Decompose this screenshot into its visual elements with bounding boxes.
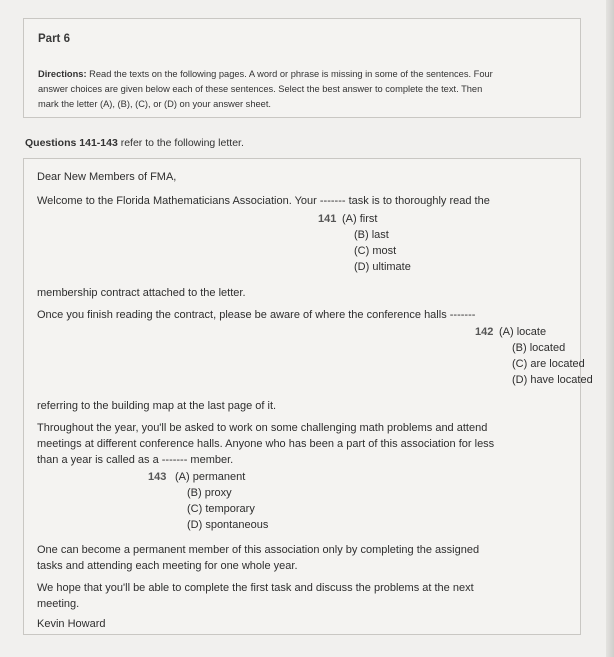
letter-paragraph-3-line-1: Throughout the year, you'll be asked to work on some challenging math problems and attend (37, 422, 488, 434)
q142-option-b: (B) located (512, 342, 566, 354)
letter-signature: Kevin Howard (37, 618, 106, 630)
directions-line-2: answer choices are given below each of these sentences. Select the best answer to complete the text. Then (38, 84, 483, 94)
letter-paragraph-5-line-1: We hope that you'll be able to complete the first task and discuss the problems at the next (37, 582, 474, 594)
letter-paragraph-2-continued: referring to the building map at the last page of it. (37, 400, 277, 412)
letter-box (23, 158, 593, 635)
q143-option-a: (A) permanent (175, 471, 246, 483)
q141-option-a: (A) first (342, 213, 378, 225)
question-141-number: 141 (318, 213, 337, 225)
directions-line-3: mark the letter (A), (B), (C), or (D) on your answer sheet. (38, 99, 271, 109)
q142-option-a: (A) locate (499, 326, 547, 338)
q142-option-c: (C) are located (512, 358, 585, 370)
letter-paragraph-2: Once you finish reading the contract, please be aware of where the conference halls ------- (37, 309, 476, 321)
question-142-number: 142 (475, 326, 494, 338)
letter-paragraph-1-continued: membership contract attached to the letter. (37, 287, 246, 299)
q141-option-c: (C) most (354, 245, 397, 257)
letter-paragraph-5-line-2: meeting. (37, 598, 80, 610)
letter-paragraph-4-line-1: One can become a permanent member of this association only by completing the assigned (37, 544, 480, 556)
part-title: Part 6 (38, 33, 70, 45)
q142-option-d: (D) have located (512, 374, 593, 386)
page-edge-shadow (606, 0, 614, 657)
directions-label: Directions: (38, 69, 87, 79)
letter-greeting: Dear New Members of FMA, (37, 171, 177, 183)
q141-option-d: (D) ultimate (354, 261, 411, 273)
questions-range: Questions 141-143 (25, 137, 118, 149)
letter-paragraph-1: Welcome to the Florida Mathematicians Association. Your ------- task is to thoroughly read the (37, 195, 490, 207)
q143-option-c: (C) temporary (187, 503, 255, 515)
questions-reference (25, 137, 244, 149)
q141-option-b: (B) last (354, 229, 389, 241)
question-143-number: 143 (148, 471, 167, 483)
letter-paragraph-3-line-3: than a year is called as a ------- member. (37, 454, 234, 466)
q143-option-d: (D) spontaneous (187, 519, 269, 531)
directions-box (23, 18, 581, 118)
directions-line-1-text: Read the texts on the following pages. A word or phrase is missing in some of the sentences. Four (89, 69, 493, 79)
directions-line-1 (38, 67, 570, 82)
questions-ref-rest: refer to the following letter. (117, 137, 244, 149)
letter-paragraph-4-line-2: tasks and attending each meeting for one whole year. (37, 560, 298, 572)
q143-option-b: (B) proxy (187, 487, 232, 499)
letter-paragraph-3-line-2: meetings at different conference halls. Anyone who has been a part of this association for less (37, 438, 495, 450)
directions-text (38, 67, 570, 112)
